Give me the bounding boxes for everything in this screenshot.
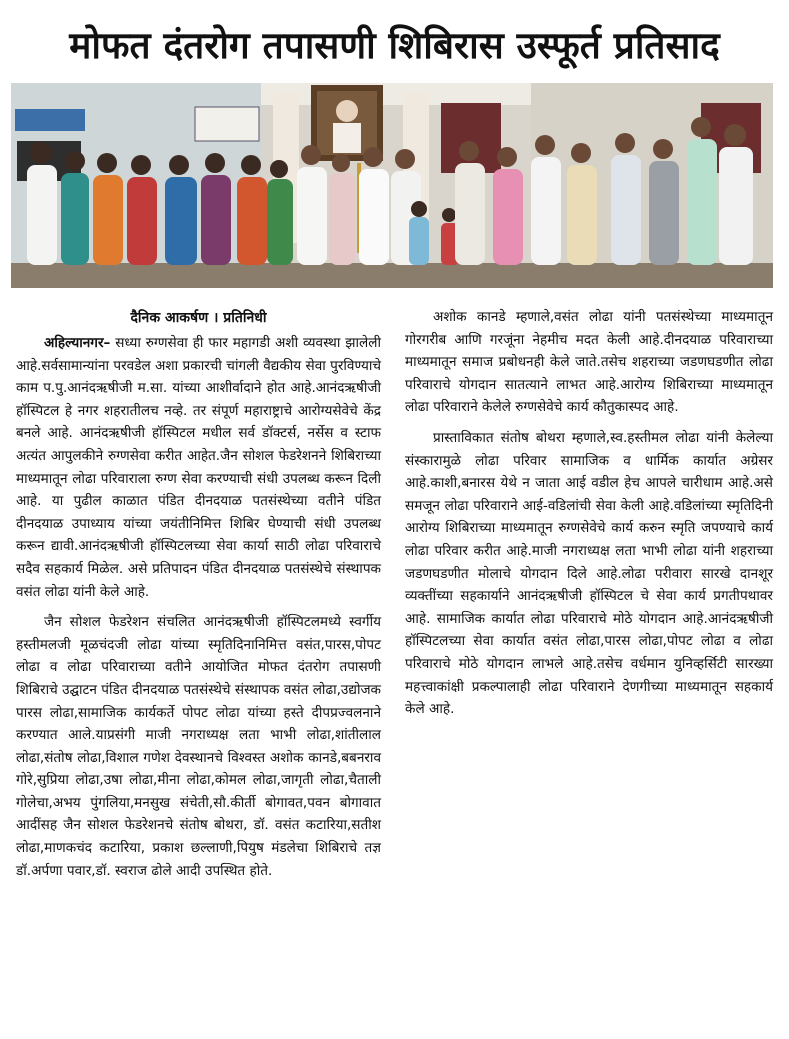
headline: मोफत दंतरोग तपासणी शिबिरास उस्फूर्त प्रतिसाद xyxy=(69,24,720,67)
article-paragraph-3: अशोक कानडे म्हणाले,वसंत लोढा यांनी पतसंस्थेच्या माध्यमातून गोरगरीब आणि गरजूंना नेहमीच मदत केली आहे.दीनदयाळ परिवाराच्या माध्यमातून समाज प्रबोधनही केले जाते.तसेच शहराच्या जडणघडणीत लोढा परिवाराचे योगदान सातत्याने लाभत आहे.आरोग्य शिबिराच्या माध्यमातून लोढा परिवाराने केलेले रुग्णसेवेचे कार्य कौतुकास्पद आहे. xyxy=(405,309,773,416)
paragraph-1-text: सध्या रुग्णसेवा ही फार महागडी अशी व्यवस्था झालेली आहे.सर्वसामान्यांना परवडेल अशा प्रकारची चांगली वैद्यकीय सेवा पुरविण्याचे काम प.पु.आनंदऋषीजी म.सा. यांच्या आशीर्वादाने होत आहे.आनंदऋषीजी हॉस्पिटल हे नगर शहरातीलच नव्हे. तर संपूर्ण महाराष्ट्राचे आरोग्यसेवेचे केंद्र बनले आहे. आनंदऋषीजी हॉस्पिटल मधील सर्व डॉक्टर्स, नर्सेस व स्टाफ अत्यंत आपुलकीने रुग्णसेवा करीत आहेत.जैन सोशल फेडरेशनने शिबिराच्या माध्यमातून लोढा परिवाराला रुग्ण सेवा करण्याची संधी उपलब्ध करून दिली आहे. या पुढील काळात पंडित दीनदयाळ पतसंस्थेच्या वतीने पंडित दीनदयाळ उपाध्याय यांच्या जयंतीनिमित्त शिबिर घेण्याची संधी उपलब्ध करून द्यावी.आनंदऋषीजी हॉस्पिटलच्या सेवा कार्या साठी लोढा परिवाराचे सदैव सहकार्य मिळेल. असे प्रतिपादन पंडित दीनदयाळ पतसंस्थेचे संस्थापक वसंत लोढा यांनी केले आहे. xyxy=(16,335,381,600)
photo-illustration xyxy=(11,83,773,288)
article-paragraph-2: जैन सोशल फेडरेशन संचलित आनंदऋषीजी हॉस्पिटलमध्ये स्वर्गीय हस्तीमलजी मूळचंदजी लोढा यांच्या स्मृतिदिनानिमित्त वसंत,पारस,पोपट लोढा व लोढा परिवाराच्या वतीने आयोजित मोफत दंतरोग तपासणी शिबिराचे उद्घाटन पंडित दीनदयाळ पतसंस्थेचे संस्थापक वसंत लोढा,उद्योजक पारस लोढा,सामाजिक कार्यकर्ते पोपट लोढा यांच्या हस्ते दीपप्रज्वलनाने करण्यात आले.याप्रसंगी माजी नगराध्यक्ष लता भाभी लोढा,शांतीलाल लोढा,संतोष लोढा,विशाल गणेश देवस्थानचे विश्वस्त अशोक कानडे,बबनराव गोरे,सुप्रिया लोढा,उषा लोढा,मीना लोढा,कोमल लोढा,जागृती लोढा,चैताली गोलेचा,अभय पुंगलिया,मनसुख संचेती,सौ.कीर्ती बोगावत,पवन बोगावात आदींसह जैन सोशल फेडरेशनचे संतोष बोथरा, डॉ. वसंत कटारिया,सतीश लोढा,माणकचंद कटारिया, प्रकाश छल्लाणी,पियुष मंडलेचा शिबिराचे तज्ञ डॉ.अर्पणा पवार,डॉ. स्वराज ढोले आदी उपस्थित होते. xyxy=(16,614,381,879)
article-column-left xyxy=(16,306,381,882)
event-photo xyxy=(11,83,773,288)
byline: दैनिक आकर्षण । प्रतिनिधी xyxy=(130,310,267,326)
article-column-right xyxy=(405,306,773,721)
article-paragraph-1 xyxy=(16,332,381,603)
article-paragraph-4: प्रास्ताविकात संतोष बोथरा म्हणाले,स्व.हस्तीमल लोढा यांनी केलेल्या संस्कारामुळे लोढा परिवार सामाजिक व धार्मिक कार्यात अग्रेसर आहे.काशी,बनारस येथे न जाता आई वडील हेच आपले चारीधाम आहे.असे समजून लोढा परिवाराने आई-वडिलांची सेवा केली आहे.वडिलांच्या स्मृतिदिनी आरोग्य शिबिराच्या माध्यमातून रुग्णसेवेचे कार्य करुन स्मृति जपण्याचे कार्य लोढा परिवार करीत आहे.माजी नगराध्यक्ष लता भाभी लोढा यांनी शहराच्या जडणघडणीत मोलाचे योगदान दिले आहे.लोढा परीवारा सारखे दानशूर व्यक्तींच्या सहकार्याने आनंदऋषीजी हॉस्पिटल चे सेवा कार्य प्रगतीपथावर आहे. सामाजिक कार्यात लोढा परिवाराचे मोठे योगदान आहे.आनंदऋषीजी हॉस्पिटलच्या सेवा कार्यात वसंत लोढा,पारस लोढा,पोपट लोढा व लोढा परिवाराचे मोठे योगदान लाभले आहे.तसेच वर्धमान युनिव्हर्सिटी सारख्या महत्त्वाकांक्षी प्रकल्पालाही लोढा परिवाराने देणगीच्या माध्यमातून सहकार्य केले आहे. xyxy=(405,429,773,718)
dateline: अहिल्यानगर– xyxy=(44,335,111,351)
